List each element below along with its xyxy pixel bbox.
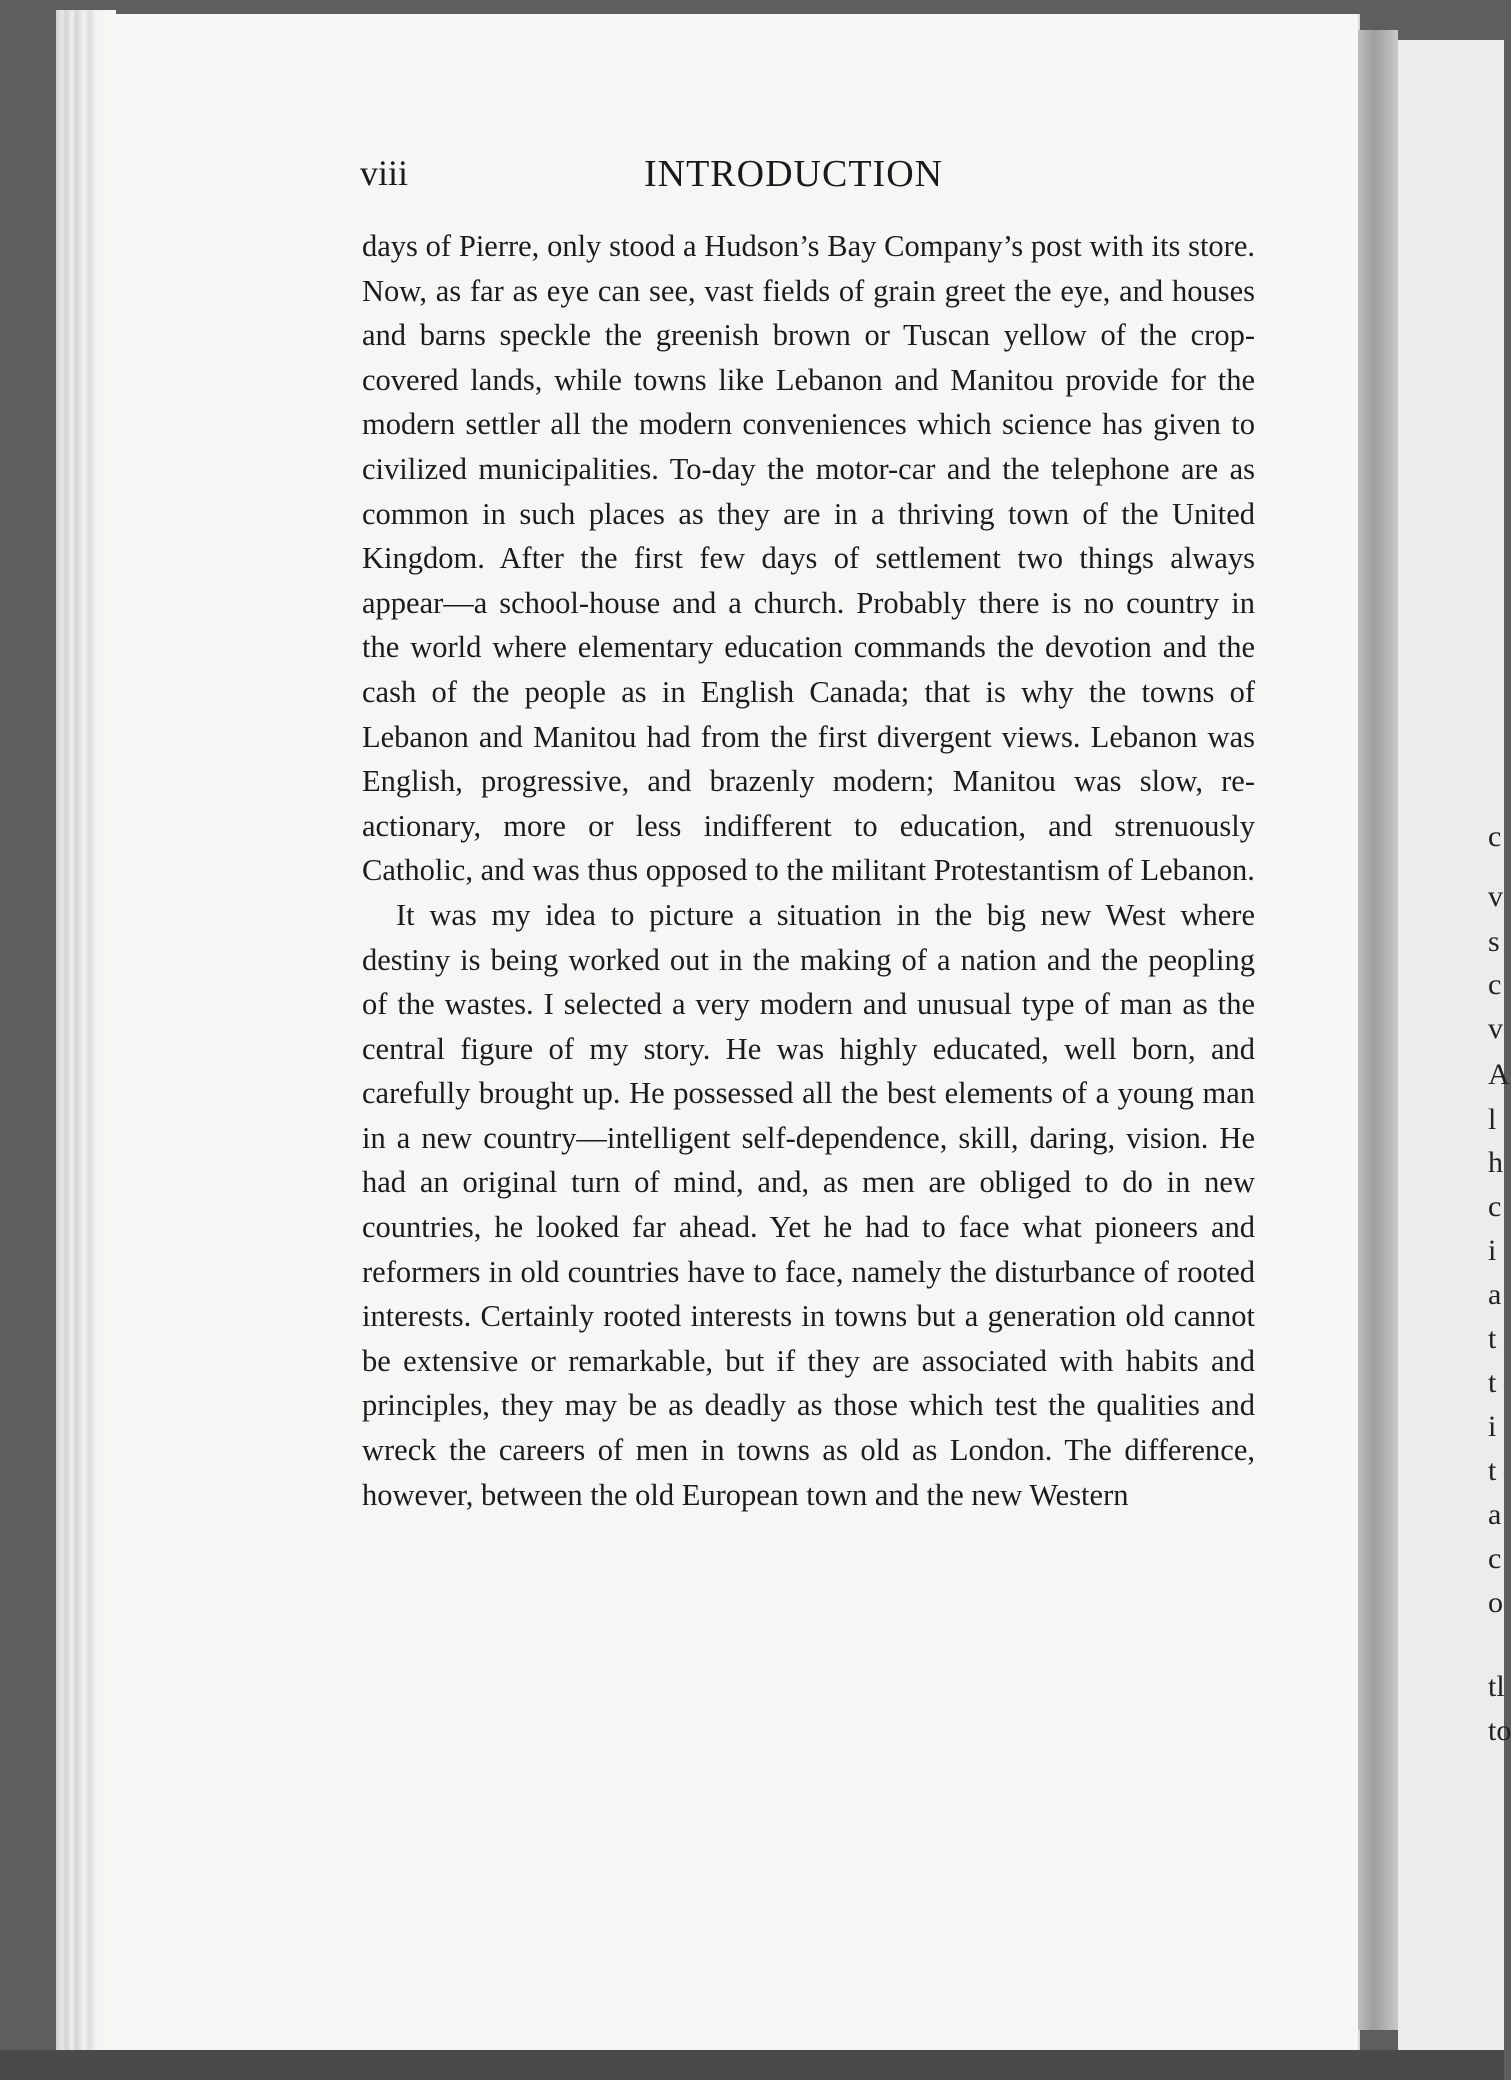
next-page-fragment: a <box>1488 1498 1502 1531</box>
next-page-fragment: t <box>1488 1322 1497 1355</box>
next-page-fragment: t <box>1488 1366 1497 1399</box>
running-title: INTRODUCTION <box>644 153 944 195</box>
next-page-fragment: o <box>1488 1586 1503 1619</box>
next-page-fragment: tl <box>1488 1670 1505 1703</box>
next-page-fragment: c <box>1488 820 1502 853</box>
paragraph-1: days of Pierre, only stood a Hudson’s Bay Company’s post with its store. Now, as far as eye can see, vast fields of grain greet the eye, and houses and barns speckle the greenish brown or Tuscan yellow of the crop-covered lands, while towns like Lebanon and Manitou provide for the modern settler all the modern conveniences which science has given to civilized municipalities. To-day the motor-car and the telephone are as common in such places as they are in a thriving town of the United Kingdom. After the first few days of settlement two things always appear—a school-house and a church. Probably there is no country in the world where elementary education commands the devotion and the cash of the people as in English Canada; that is why the towns of Lebanon and Manitou had from the first divergent views. Lebanon was English, progressive, and brazenly modern; Manitou was slow, re-actionary, more or less indifferent to education, and strenuously Catholic, and was thus opposed to the militant Protestantism of Lebanon. <box>362 229 1255 888</box>
next-page-fragment: A <box>1488 1058 1510 1091</box>
paragraph-2: It was my idea to picture a situation in the big new West where destiny is being worked out in the making of a nation and the peopling of the wastes. I selected a very modern and unusual type of man as the central figure of my story. He was highly educated, well born, and carefully brought up. He possessed all the best elements of a young man in a new country—intelligent self-dependence, skill, daring, vision. He had an original turn of mind, and, as men are obliged to do in new countries, he looked far ahead. Yet he had to face what pioneers and reformers in old countries have to face, namely the disturbance of rooted interests. Certainly rooted interests in towns but a generation old cannot be extensive or remarkable, but if they are associated with habits and principles, they may be as deadly as those which test the qualities and wreck the careers of men in towns as old as London. The difference, however, between the old European town and the new Western <box>362 897 1255 1512</box>
next-page-fragment: t <box>1488 1454 1497 1487</box>
next-page-fragment: h <box>1488 1146 1503 1179</box>
next-page-fragment: c <box>1488 1542 1502 1575</box>
next-page-fragment: s <box>1488 925 1500 958</box>
gutter-shadow <box>1358 30 1398 2030</box>
body-text <box>362 224 1255 1517</box>
next-page-fragment: to <box>1488 1714 1511 1747</box>
page-number: viii <box>360 153 409 193</box>
next-page-fragment: v <box>1488 1012 1503 1045</box>
running-header <box>360 152 1260 212</box>
next-page-fragment: l <box>1488 1103 1497 1136</box>
next-page-fragment: c <box>1488 1190 1502 1223</box>
next-page-fragment: i <box>1488 1410 1497 1443</box>
next-page-fragment: i <box>1488 1234 1497 1267</box>
next-page-fragment: c <box>1488 968 1502 1001</box>
next-page-fragment: v <box>1488 880 1503 913</box>
scan-border <box>0 2050 1504 2080</box>
next-page-fragment: a <box>1488 1278 1502 1311</box>
next-page-edge <box>1398 40 1511 2050</box>
